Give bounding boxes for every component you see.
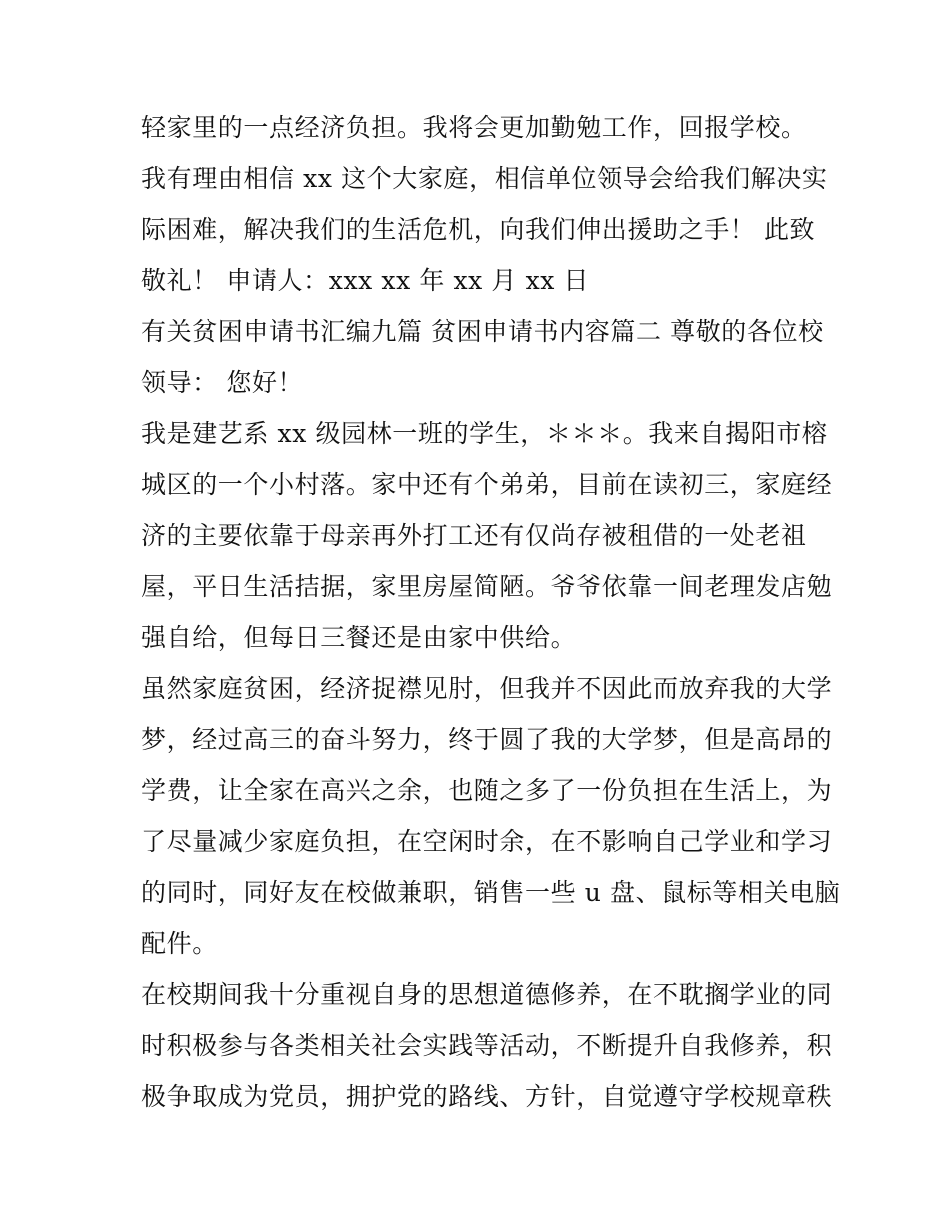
text-line: 了尽量减少家庭负担，在空闲时余，在不影响自己学业和学习 <box>141 827 833 856</box>
text-line: 轻家里的一点经济负担。我将会更加勤勉工作，回报学校。 <box>141 113 807 142</box>
text-line: 敬礼！ 申请人：xxx xx 年 xx 月 xx 日 <box>141 266 590 295</box>
text-line: 有关贫困申请书汇编九篇 贫困申请书内容篇二 尊敬的各位校 <box>141 317 824 346</box>
text-line: 济的主要依靠于母亲再外打工还有仅尚存被租借的一处老祖 <box>141 521 807 550</box>
text-line: 虽然家庭贫困，经济捉襟见肘，但我并不因此而放弃我的大学 <box>141 674 833 703</box>
text-line: 极争取成为党员，拥护党的路线、方针，自觉遵守学校规章秩 <box>141 1082 833 1111</box>
text-line: 配件。 <box>141 929 218 958</box>
text-line: 梦，经过高三的奋斗努力，终于圆了我的大学梦，但是高昂的 <box>141 725 833 754</box>
text-line: 在校期间我十分重视自身的思想道德修养，在不耽搁学业的同 <box>141 980 833 1009</box>
text-line: 际困难，解决我们的生活危机，向我们伸出援助之手！ 此致 <box>141 215 816 244</box>
text-line: 我是建艺系 xx 级园林一班的学生，＊＊＊。我来自揭阳市榕 <box>141 419 828 448</box>
text-line: 学费，让全家在高兴之余，也随之多了一份负担在生活上，为 <box>141 776 833 805</box>
text-line: 屋，平日生活拮据，家里房屋简陋。爷爷依靠一间老理发店勉 <box>141 572 833 601</box>
text-line: 城区的一个小村落。家中还有个弟弟，目前在读初三，家庭经 <box>141 470 833 499</box>
text-line: 时积极参与各类相关社会实践等活动，不断提升自我修养，积 <box>141 1031 833 1060</box>
text-line: 领导： 您好！ <box>141 368 304 397</box>
text-line: 强自给，但每日三餐还是由家中供给。 <box>141 623 577 652</box>
text-line: 的同时，同好友在校做兼职，销售一些 u 盘、鼠标等相关电脑 <box>141 878 841 907</box>
text-line: 我有理由相信 xx 这个大家庭，相信单位领导会给我们解决实 <box>141 164 828 193</box>
